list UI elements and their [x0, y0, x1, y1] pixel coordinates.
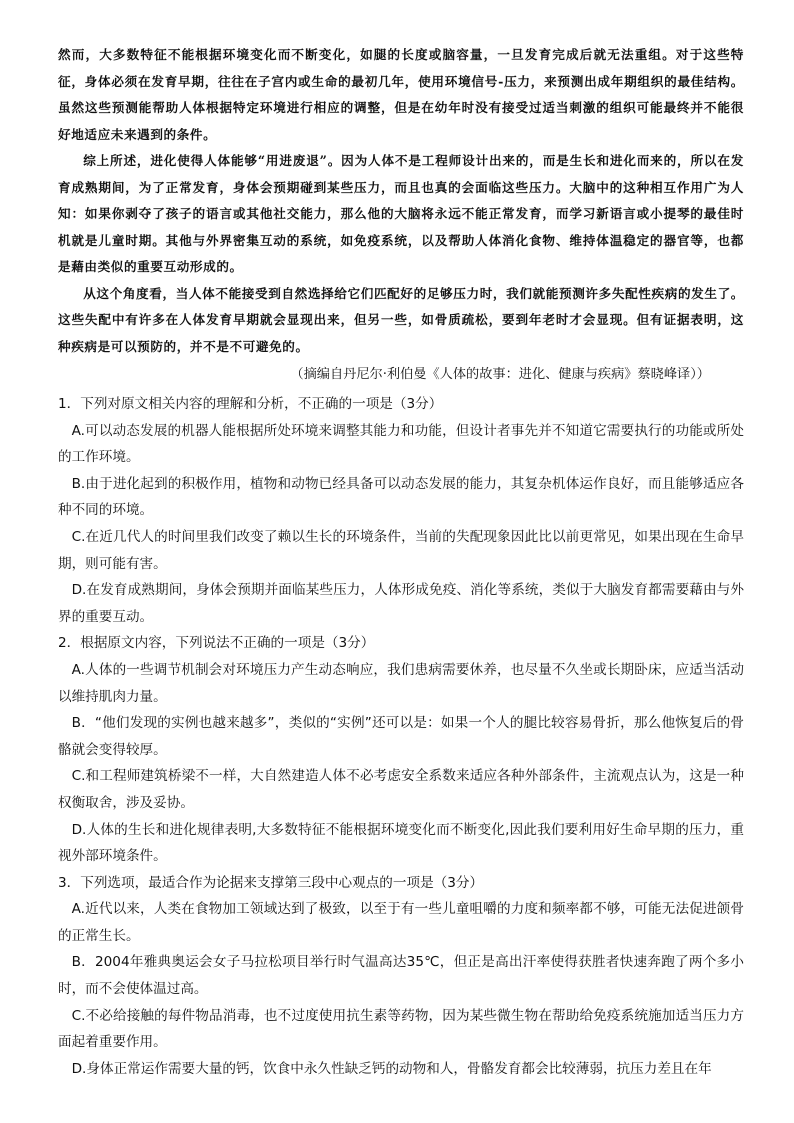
passage-paragraph-1: 然而，大多数特征不能根据环境变化而不断变化，如腿的长度或脑容量，一旦发育完成后就无法重组。对于这些特征，身体必须在发育早期，往往在子宫内或生命的最初几年，使用环境信号-压力，来预测出成年期组织的最佳结构。虽然这些预测能帮助人体根据特定环境进行相应的调整，但是在幼年时没有接受过适当刺激的组织可能最终并不能很好地适应未来遇到的条件。 — [58, 47, 744, 142]
passage-paragraph-3: 从这个角度看，当人体不能接受到自然选择给它们匹配好的足够压力时，我们就能预测许多失配性疾病的发生了。这些失配中有许多在人体发育早期就会显现出来，但另一些，如骨质疏松，要到年老时才会显现。但有证据表明，这种疾病是可以预防的，并不是不可避免的。 — [58, 285, 744, 354]
question-3 — [58, 870, 744, 1083]
reading-passage — [58, 42, 744, 360]
option-a: A.可以动态发展的机器人能根据所处环境来调整其能力和功能，但设计者事先并不知道它需要执行的功能或所处的工作环境。 — [58, 422, 744, 466]
option-b: B.由于进化起到的积极作用，植物和动物已经具备可以动态发展的能力，其复杂机体运作良好，而且能够适应各种不同的环境。 — [58, 475, 744, 519]
option-a: A.人体的一些调节机制会对环境压力产生动态响应，我们患病需要休养，也尽量不久坐或长期卧床，应适当活动以维持肌肉力量。 — [58, 661, 744, 705]
option-b: B．2004年雅典奥运会女子马拉松项目举行时气温高达35℃，但正是高出汗率使得获胜者快速奔跑了两个多小时，而不会使体温过高。 — [58, 954, 744, 998]
source-citation: （摘编自丹尼尔·利伯曼《人体的故事：进化、健康与疾病》蔡晓峰译）） — [290, 367, 710, 382]
option-c: C.不必给接触的每件物品消毒，也不过度使用抗生素等药物，因为某些微生物在帮助给免疫系统施加适当压力方面起着重要作用。 — [58, 1007, 744, 1051]
passage-paragraph-2: 综上所述，进化使得人体能够“用进废退”。因为人体不是工程师设计出来的，而是生长和进化而来的，所以在发育成熟期间，为了正常发育，身体会预期碰到某些压力，而且也真的会面临这些压力。大脑中的这种相互作用广为人知：如果你剥夺了孩子的语言或其他社交能力，那么他的大脑将永远不能正常发育，而学习新语言或小提琴的最佳时机就是儿童时期。其他与外界密集互动的系统，如免疫系统，以及帮助人体消化食物、维持体温稳定的器官等，也都是藉由类似的重要互动形成的。 — [58, 153, 744, 274]
question-2 — [58, 630, 744, 869]
question-list — [58, 391, 744, 1082]
question-1 — [58, 391, 744, 630]
option-c: C.在近几代人的时间里我们改变了赖以生长的环境条件，当前的失配现象因此比以前更常见，如果出现在生命早期，则可能有害。 — [58, 528, 744, 572]
question-stem: 3．下列选项，最适合作为论据来支撑第三段中心观点的一项是（3分） — [58, 874, 484, 891]
option-c: C.和工程师建筑桥梁不一样，大自然建造人体不必考虑安全系数来适应各种外部条件，主流观点认为，这是一种权衡取舍，涉及妥协。 — [58, 768, 744, 811]
question-stem: 1．下列对原文相关内容的理解和分析，不正确的一项是（3分） — [58, 396, 443, 412]
option-d: D.身体正常运作需要大量的钙，饮食中永久性缺乏钙的动物和人，骨骼发育都会比较薄弱，抗压力差且在年 — [71, 1060, 712, 1077]
option-d: D.人体的生长和进化规律表明,大多数特征不能根据环境变化而不断变化,因此我们要利用好生命早期的压力，重视外部环境条件。 — [58, 821, 744, 865]
option-d: D.在发育成熟期间，身体会预期并面临某些压力，人体形成免疫、消化等系统，类似于大脑发育都需要藉由与外界的重要互动。 — [58, 582, 744, 625]
option-a: A.近代以来，人类在食物加工领域达到了极致，以至于有一些儿童咀嚼的力度和频率都不够，可能无法促进颌骨的正常生长。 — [58, 901, 744, 944]
question-stem: 2．根据原文内容，下列说法不正确的一项是（3分） — [58, 635, 375, 652]
option-b: B．“他们发现的实例也越来越多”，类似的“实例”还可以是：如果一个人的腿比较容易骨折，那么他恢复后的骨骼就会变得较厚。 — [58, 715, 744, 758]
